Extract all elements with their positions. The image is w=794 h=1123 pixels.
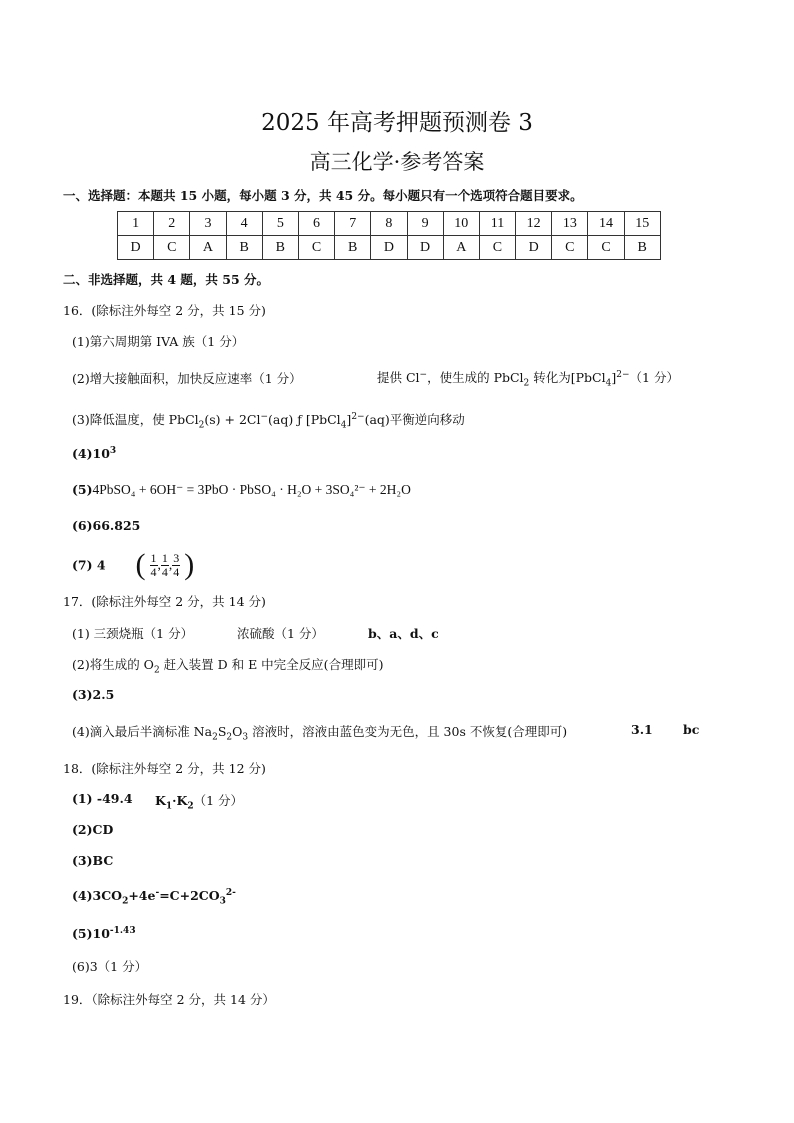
q16-answer-6: (6)66.825 [72, 518, 141, 533]
q17-answer-1b: 浓硫酸（1 分） [237, 626, 324, 641]
answer-cell: D [516, 236, 552, 260]
page-subtitle: 高三化学·参考答案 [309, 150, 485, 174]
q16-answer-2-left: (2)增大接触面积，加快反应速率（1 分） [72, 371, 302, 386]
section2-heading: 二、非选择题，共 4 题，共 55 分。 [63, 272, 270, 287]
q17-answer-4-value: 3.1 [631, 722, 653, 737]
q17-answer-1c: b、a、d、c [368, 626, 439, 641]
answer-table-answer-row [118, 236, 661, 260]
answer-cell: C [298, 236, 334, 260]
question-number-cell: 6 [298, 212, 334, 236]
answer-cell: C [479, 236, 515, 260]
q17-answer-2: (2)将生成的 $O_2$ 赶入装置 D 和 E 中完全反应(合理即可) [72, 657, 384, 676]
question-number-cell: 11 [479, 212, 515, 236]
answer-cell: A [190, 236, 226, 260]
q18-answer-4: $(4)3CO_2+4e^-=C+2CO_3^{2-}$ [72, 888, 236, 907]
answer-cell: C [588, 236, 624, 260]
left-paren: ( [135, 548, 146, 581]
question-number-cell: 12 [516, 212, 552, 236]
question-number-cell: 13 [552, 212, 588, 236]
question-number-cell: 2 [154, 212, 190, 236]
q17-answer-4-choice: bc [683, 722, 700, 737]
answer-cell: C [552, 236, 588, 260]
answer-table-number-row [118, 212, 661, 236]
q18-answer-5: $(5)10^{-1.43}$ [72, 926, 136, 942]
q16-answer-4: $(4)10^3$ [72, 446, 117, 462]
answer-table [117, 211, 661, 260]
page-title: 2025 年高考押题预测卷 3 [261, 110, 533, 136]
question-number-cell: 4 [226, 212, 262, 236]
q18-answer-2: (2)CD [72, 822, 114, 837]
answer-cell: B [624, 236, 660, 260]
q18-answer-6: (6)3（1 分） [72, 959, 148, 974]
right-paren: ) [184, 548, 195, 581]
q19-heading: 19．（除标注外每空 2 分，共 14 分） [63, 992, 275, 1007]
q18-answer-1a: (1) -49.4 [72, 791, 133, 806]
fraction-1: $\frac{1}{4}$ [150, 550, 157, 579]
q16-heading: 16．(除标注外每空 2 分，共 15 分) [63, 303, 266, 318]
q18-answer-3: (3)BC [72, 853, 114, 868]
question-number-cell: 5 [262, 212, 298, 236]
q16-answer-7: (7) 4 ( $\frac{1}{4}$ , $\frac{1}{4}$ , $\frac{3}{4}$ ) [72, 548, 195, 581]
fraction-2: $\frac{1}{4}$ [161, 550, 168, 579]
answer-cell: B [262, 236, 298, 260]
question-number-cell: 9 [407, 212, 443, 236]
q16-answer-1: (1)第六周期第 IVA 族（1 分） [72, 334, 245, 349]
question-number-cell: 8 [371, 212, 407, 236]
q17-answer-4: (4)滴入最后半滴标准 $Na_2S_2O_3$ 溶液时，溶液由蓝色变为无色，且 30s 不恢复(合理即可) [72, 724, 568, 743]
answer-cell: A [443, 236, 479, 260]
answer-cell: D [407, 236, 443, 260]
answer-cell: D [371, 236, 407, 260]
q16-answer-3: (3)降低温度，使 PbCl$_2$(s) + 2Cl−(aq) ƒ [PbCl$_4$]$^{2-}$(aq)平衡逆向移动 [72, 411, 465, 431]
section1-heading: 一、选择题：本题共 15 小题，每小题 3 分，共 45 分。每小题只有一个选项符合题目要求。 [63, 188, 583, 203]
q16-answer-2-right: 提供 Cl−，使生成的 PbCl$_2$ 转化为[PbCl$_4$]$^{2-}$（1 分） [377, 369, 679, 389]
answer-cell: B [226, 236, 262, 260]
q17-heading: 17．(除标注外每空 2 分，共 14 分) [63, 594, 266, 609]
question-number-cell: 1 [118, 212, 154, 236]
fraction-3: $\frac{3}{4}$ [173, 550, 180, 579]
answer-cell: C [154, 236, 190, 260]
q18-heading: 18．(除标注外每空 2 分，共 12 分) [63, 761, 266, 776]
answer-cell: D [118, 236, 154, 260]
q17-answer-1a: (1) 三颈烧瓶（1 分） [72, 626, 194, 641]
answer-cell: B [335, 236, 371, 260]
question-number-cell: 7 [335, 212, 371, 236]
question-number-cell: 3 [190, 212, 226, 236]
question-number-cell: 10 [443, 212, 479, 236]
q17-answer-3: (3)2.5 [72, 687, 115, 702]
q16-answer-5: (5)4PbSO₄ + 6OH⁻ = 3PbO · PbSO₄ · H₂O + 3SO₄²⁻ + 2H₂O [72, 482, 411, 497]
question-number-cell: 15 [624, 212, 660, 236]
question-number-cell: 14 [588, 212, 624, 236]
q18-answer-1b: $K_1\cdot K_2(1$ 分） [155, 793, 244, 812]
